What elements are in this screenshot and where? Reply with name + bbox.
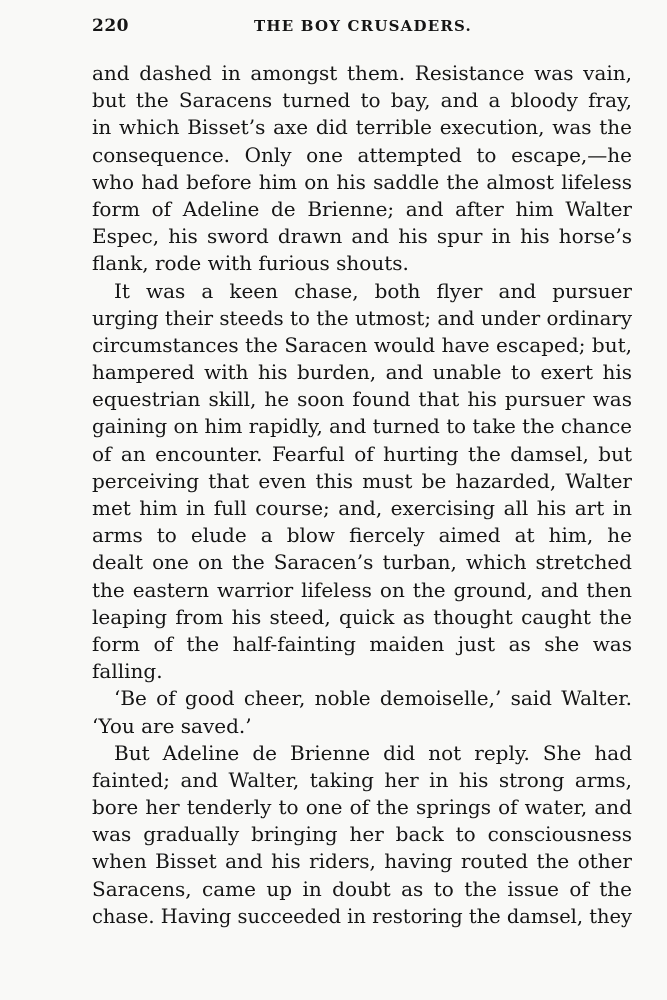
text-line: But Adeline de Brienne did not reply. She had bbox=[114, 740, 632, 765]
text-line: leaping from his steed, quick as thought caught the bbox=[92, 604, 632, 629]
text-line: urging their steeds to the utmost; and under ordinary bbox=[92, 306, 632, 330]
text-line: falling. bbox=[92, 659, 163, 684]
page-header bbox=[92, 16, 630, 44]
text-line: gaining on him rapidly, and turned to take the chance bbox=[92, 415, 632, 439]
page-number: 220 bbox=[92, 16, 129, 36]
text-line: when Bisset and his riders, having routed the other bbox=[92, 849, 632, 874]
running-title: THE BOY CRUSADERS. bbox=[254, 17, 472, 35]
text-line: ‘Be of good cheer, noble demoiselle,’ said Walter. bbox=[114, 686, 632, 711]
text-line: form of Adeline de Brienne; and after him Walter bbox=[92, 196, 632, 221]
text-line: met him in full course; and, exercising all his art in bbox=[92, 496, 632, 520]
text-line: consequence. Only one attempted to escape,—he bbox=[92, 142, 632, 167]
text-line: who had before him on his saddle the almost lifeless bbox=[92, 169, 632, 194]
text-line: Espec, his sword drawn and his spur in his horse’s bbox=[92, 224, 632, 249]
text-line: bore her tenderly to one of the springs of water, and bbox=[92, 795, 632, 820]
text-line: equestrian skill, he soon found that his pursuer was bbox=[92, 387, 632, 412]
text-line: and dashed in amongst them. Resistance was vain, bbox=[92, 61, 632, 85]
text-line: dealt one on the Saracen’s turban, which stretched bbox=[92, 550, 632, 575]
text-line: ‘You are saved.’ bbox=[92, 713, 252, 738]
text-line: perceiving that even this must be hazarded, Walter bbox=[92, 468, 632, 493]
text-line: circumstances the Saracen would have escaped; but, bbox=[92, 332, 632, 357]
text-line: It was a keen chase, both flyer and pursuer bbox=[114, 278, 632, 303]
text-line: but the Saracens turned to bay, and a bloody fray, bbox=[92, 88, 632, 113]
text-line: of an encounter. Fearful of hurting the damsel, but bbox=[92, 441, 632, 466]
text-line: hampered with his burden, and unable to exert his bbox=[92, 360, 632, 385]
text-line: the eastern warrior lifeless on the ground, and then bbox=[92, 577, 632, 602]
text-line: was gradually bringing her back to consciousness bbox=[92, 822, 632, 847]
text-line: arms to elude a blow fiercely aimed at him, he bbox=[92, 523, 632, 548]
text-line: chase. Having succeeded in restoring the damsel, they bbox=[92, 904, 632, 928]
text-line: form of the half-fainting maiden just as she was bbox=[92, 631, 632, 656]
text-line: flank, rode with furious shouts. bbox=[92, 251, 409, 276]
text-line: Saracens, came up in doubt as to the issue of the bbox=[92, 876, 632, 901]
text-line: fainted; and Walter, taking her in his strong arms, bbox=[92, 767, 632, 792]
text-line: in which Bisset’s axe did terrible execution, was the bbox=[92, 115, 632, 140]
body-text bbox=[92, 60, 632, 930]
